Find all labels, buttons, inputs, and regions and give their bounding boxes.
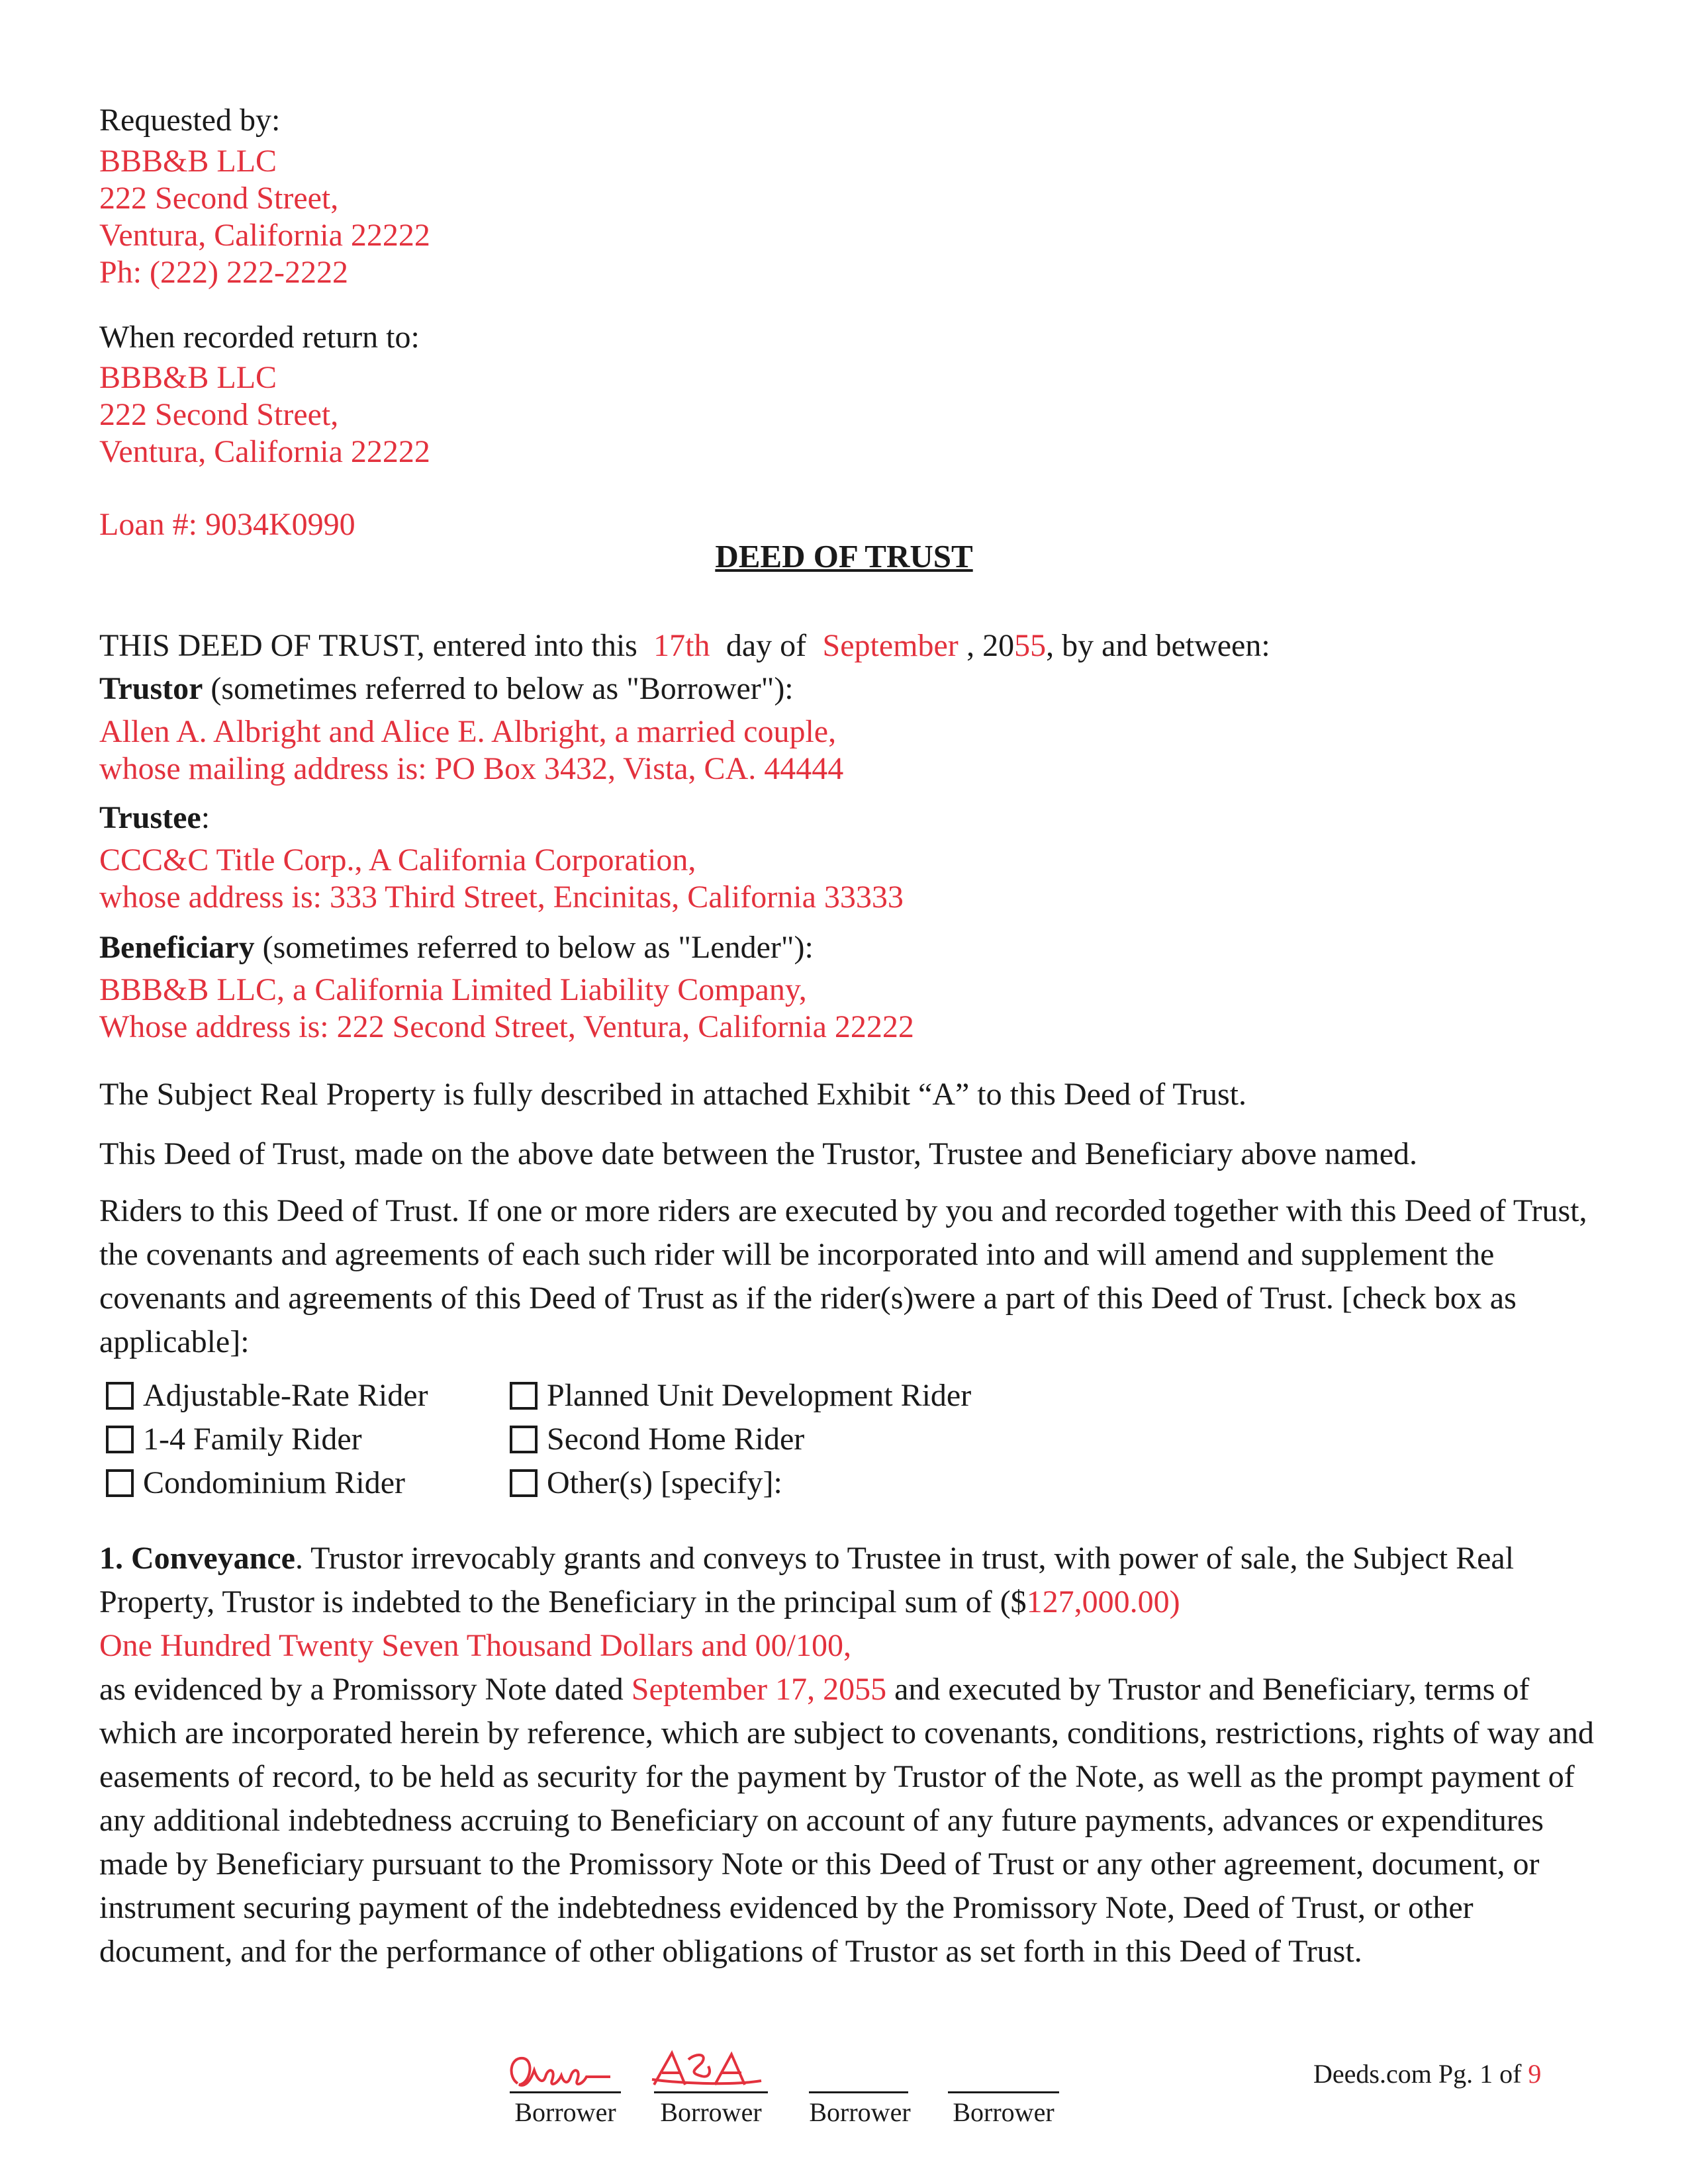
intro-year: 55: [1014, 628, 1047, 663]
conveyance-amount: 127,000.00): [1026, 1584, 1180, 1619]
trustee-line1: CCC&C Title Corp., A California Corporation,: [99, 842, 696, 878]
borrower-4-signature-line[interactable]: [948, 2091, 1059, 2093]
beneficiary-heading: [99, 929, 814, 966]
intro-prefix: THIS DEED OF TRUST, entered into this: [99, 628, 637, 663]
intro-line: [99, 627, 1270, 664]
riders-paragraph: Riders to this Deed of Trust. If one or more riders are executed by you and recorded together with this Deed of Trust, the covenants and agreements of each such rider will be incorporated into and will amend and supplement the covenants and agreements of this Deed of Trust as if the rider(s)were a part of this Deed of Trust. [check box as applicable]:: [99, 1193, 1587, 1359]
rider-adjustable-rate[interactable]: [106, 1377, 428, 1414]
conveyance-text1: . Trustor irrevocably grants and conveys to Trustee in trust, with power of sale, the Subject Real Property, Trustor is indebted to the Beneficiary in the principal sum of ($: [99, 1541, 1515, 1619]
rider-label: Condominium Rider: [143, 1465, 405, 1500]
trustee-colon: :: [201, 800, 211, 835]
trustor-note: (sometimes referred to below as "Borrower"):: [203, 671, 794, 706]
rider-planned-unit-development[interactable]: [510, 1377, 971, 1414]
intro-month: September: [822, 628, 959, 663]
borrower-1-label: Borrower: [514, 2097, 616, 2127]
borrower-1-signature-line[interactable]: [510, 2091, 621, 2093]
conveyance-text3: and executed by Trustor and Beneficiary, terms of which are incorporated herein by reference, which are subject to covenants, conditions, restrictions, rights of way and easements of record, to be held as security for the payment by Trustor of the Note, as well as the prompt payment of any additional indebtedness accruing to Beneficiary on account of any future payments, advances or expenditures made by Beneficiary pursuant to the Promissory Note or this Deed of Trust or any other agreement, document, or instrument securing payment of the indebtedness evidenced by the Promissory Note, Deed of Trust, or other document, and for the performance of other obligations of Trustor as set forth in this Deed of Trust.: [99, 1672, 1594, 1969]
borrower-3-signature-line[interactable]: [809, 2091, 908, 2093]
trustee-line2: whose address is: 333 Third Street, Encinitas, California 33333: [99, 880, 904, 915]
footer-page-total: 9: [1528, 2059, 1542, 2089]
trustor-line2: whose mailing address is: PO Box 3432, Vista, CA. 44444: [99, 751, 844, 786]
trustee-label: Trustee: [99, 800, 201, 835]
return-to-label: When recorded return to:: [99, 320, 420, 355]
conveyance-heading: 1. Conveyance: [99, 1541, 295, 1576]
trustor-line1: Allen A. Albright and Alice E. Albright, a married couple,: [99, 714, 837, 749]
trustor-label: Trustor: [99, 671, 203, 706]
borrower-2-signature-line[interactable]: [654, 2091, 768, 2093]
conveyance-text2: as evidenced by a Promissory Note dated: [99, 1672, 632, 1707]
borrower-3-label: Borrower: [809, 2097, 911, 2127]
subject-property-text: The Subject Real Property is fully described in attached Exhibit “A” to this Deed of Trust.: [99, 1077, 1246, 1112]
rider-other[interactable]: [510, 1465, 782, 1502]
return-to-name: BBB&B LLC: [99, 360, 277, 395]
requested-by-city: Ventura, California 22222: [99, 218, 430, 253]
footer-page-info: [1313, 2058, 1541, 2089]
intro-suffix: , by and between:: [1046, 628, 1270, 663]
conveyance-note-date: September 17, 2055: [631, 1672, 887, 1707]
footer-site: Deeds.com: [1313, 2059, 1432, 2089]
requested-by-name: BBB&B LLC: [99, 144, 277, 179]
rider-condominium[interactable]: [106, 1465, 405, 1502]
beneficiary-line2: Whose address is: 222 Second Street, Ventura, California 22222: [99, 1009, 914, 1044]
borrower-2-initials-signature: [649, 2046, 768, 2098]
rider-label: Second Home Rider: [547, 1422, 805, 1457]
requested-by-street: 222 Second Street,: [99, 181, 339, 216]
conveyance-paragraph: [99, 1537, 1595, 1974]
rider-1-4-family[interactable]: [106, 1421, 362, 1458]
checkbox[interactable]: [106, 1382, 134, 1410]
footer-page-prefix: Pg. 1 of: [1438, 2059, 1522, 2089]
requested-by-phone: Ph: (222) 222-2222: [99, 255, 348, 290]
document-title: DEED OF TRUST: [715, 538, 973, 574]
rider-label: Adjustable-Rate Rider: [143, 1378, 428, 1413]
made-on-text: This Deed of Trust, made on the above date between the Trustor, Trustee and Beneficiary above named.: [99, 1136, 1417, 1171]
return-to-street: 222 Second Street,: [99, 397, 339, 432]
loan-number: Loan #: 9034K0990: [99, 507, 355, 542]
borrower-4-label: Borrower: [953, 2097, 1055, 2127]
beneficiary-label: Beneficiary: [99, 930, 255, 965]
conveyance-amount-words: One Hundred Twenty Seven Thousand Dollars and 00/100,: [99, 1628, 852, 1663]
intro-day: 17th: [653, 628, 710, 663]
rider-label: 1-4 Family Rider: [143, 1422, 362, 1457]
beneficiary-line1: BBB&B LLC, a California Limited Liability Company,: [99, 972, 807, 1007]
checkbox[interactable]: [510, 1382, 538, 1410]
rider-label: Other(s) [specify]:: [547, 1465, 782, 1500]
borrower-2-label: Borrower: [660, 2097, 762, 2127]
intro-mid1: day of: [726, 628, 807, 663]
checkbox[interactable]: [106, 1469, 134, 1497]
checkbox[interactable]: [510, 1469, 538, 1497]
trustor-heading: [99, 670, 794, 707]
return-to-city: Ventura, California 22222: [99, 434, 430, 469]
requested-by-label: Requested by:: [99, 103, 281, 138]
beneficiary-note: (sometimes referred to below as "Lender"):: [254, 930, 814, 965]
intro-mid2: , 20: [966, 628, 1015, 663]
trustee-heading: [99, 799, 210, 837]
rider-second-home[interactable]: [510, 1421, 804, 1458]
checkbox[interactable]: [510, 1426, 538, 1453]
checkbox[interactable]: [106, 1426, 134, 1453]
rider-label: Planned Unit Development Rider: [547, 1378, 972, 1413]
